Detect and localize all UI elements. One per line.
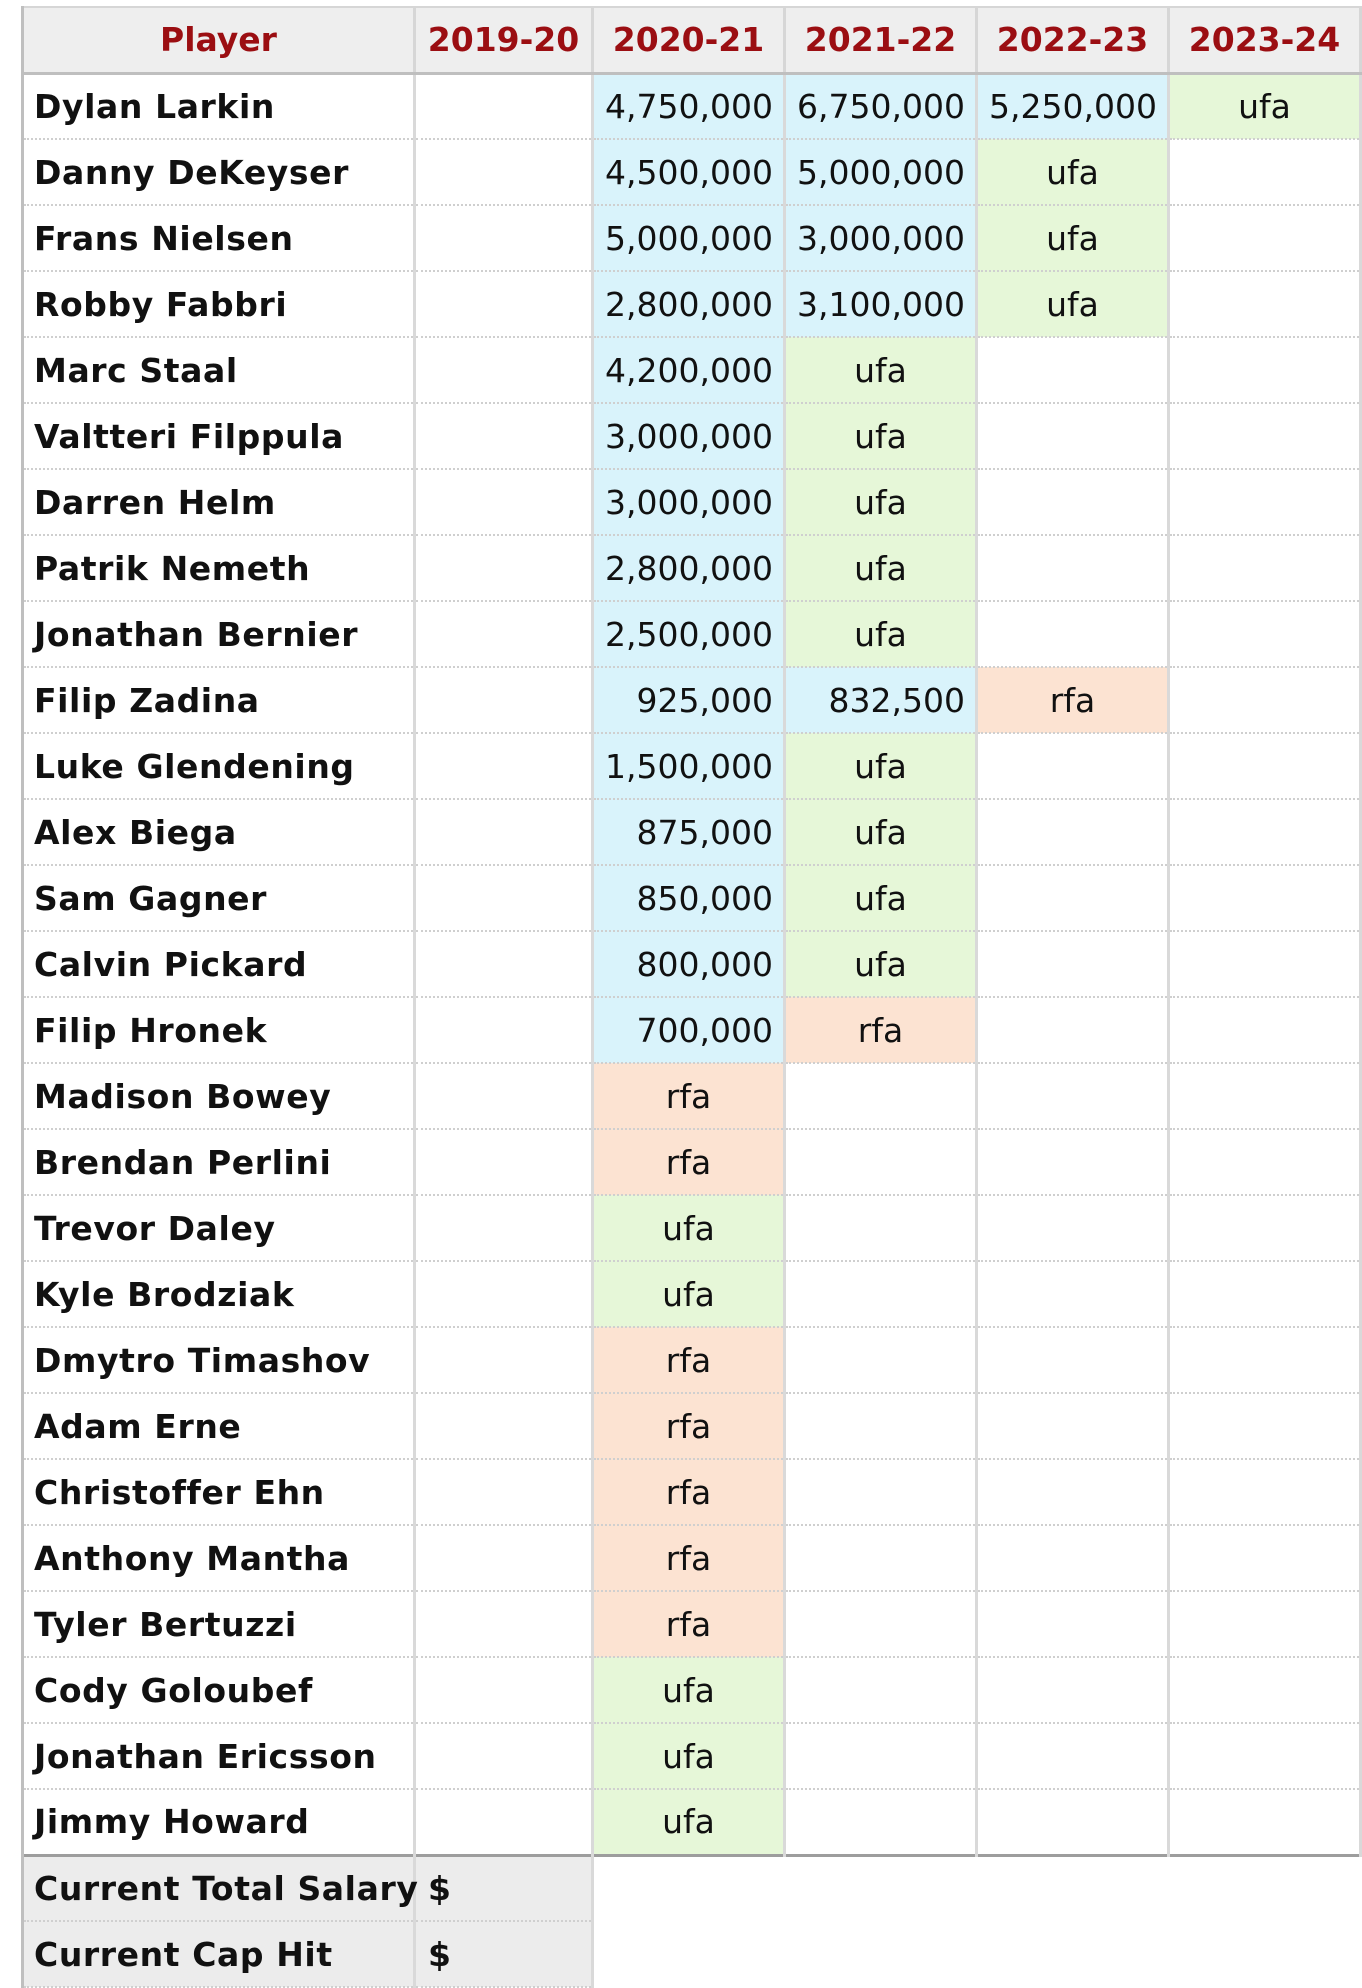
salary-cell-empty <box>1169 601 1361 667</box>
table-row <box>23 997 1361 1063</box>
player-name[interactable]: Frans Nielsen <box>23 205 415 271</box>
salary-cell-empty <box>977 1327 1169 1393</box>
ufa-cell: ufa <box>785 337 977 403</box>
ufa-cell: ufa <box>977 139 1169 205</box>
salary-cell-empty <box>977 733 1169 799</box>
salary-cell: 875,000 <box>593 799 785 865</box>
totals-blank <box>785 1921 977 1987</box>
totals-row <box>23 1855 1361 1921</box>
player-name[interactable]: Christoffer Ehn <box>23 1459 415 1525</box>
salary-table-scroll-area[interactable] <box>21 6 1341 1988</box>
salary-cell-empty <box>1169 469 1361 535</box>
salary-cell: 1,500,000 <box>593 733 785 799</box>
salary-cell: 925,000 <box>593 667 785 733</box>
ufa-cell: ufa <box>785 931 977 997</box>
salary-cell-empty <box>1169 205 1361 271</box>
table-row <box>23 1591 1361 1657</box>
salary-cell-empty <box>1169 733 1361 799</box>
salary-cell-empty <box>785 1525 977 1591</box>
ufa-cell: ufa <box>977 271 1169 337</box>
rfa-cell: rfa <box>593 1129 785 1195</box>
table-body <box>23 73 1361 1987</box>
table-row <box>23 337 1361 403</box>
table-row <box>23 1525 1361 1591</box>
table-row <box>23 139 1361 205</box>
salary-cell-empty <box>1169 1723 1361 1789</box>
salary-cell-empty <box>415 1591 593 1657</box>
salary-table <box>21 6 1362 1988</box>
table-row <box>23 1129 1361 1195</box>
totals-blank <box>1169 1855 1361 1921</box>
table-row <box>23 799 1361 865</box>
rfa-cell: rfa <box>977 667 1169 733</box>
salary-cell: 800,000 <box>593 931 785 997</box>
table-row <box>23 1063 1361 1129</box>
salary-cell: 6,750,000 <box>785 73 977 139</box>
salary-cell-empty <box>1169 667 1361 733</box>
salary-cell-empty <box>415 931 593 997</box>
rfa-cell: rfa <box>593 1591 785 1657</box>
player-name[interactable]: Trevor Daley <box>23 1195 415 1261</box>
totals-blank <box>977 1855 1169 1921</box>
ufa-cell: ufa <box>785 403 977 469</box>
table-row <box>23 1393 1361 1459</box>
salary-cell-empty <box>415 1327 593 1393</box>
salary-cell: 3,100,000 <box>785 271 977 337</box>
salary-cell: 2,800,000 <box>593 535 785 601</box>
salary-cell-empty <box>785 1129 977 1195</box>
salary-cell-empty <box>415 337 593 403</box>
rfa-cell: rfa <box>593 1327 785 1393</box>
totals-blank <box>1169 1921 1361 1987</box>
table-row <box>23 1195 1361 1261</box>
ufa-cell: ufa <box>1169 73 1361 139</box>
ufa-cell: ufa <box>785 601 977 667</box>
salary-cell-empty <box>415 1129 593 1195</box>
table-row <box>23 931 1361 997</box>
player-name[interactable]: Jimmy Howard <box>23 1789 415 1855</box>
salary-cell: 4,750,000 <box>593 73 785 139</box>
salary-cell-empty <box>415 1195 593 1261</box>
table-row <box>23 733 1361 799</box>
salary-cell-empty <box>977 1459 1169 1525</box>
player-name[interactable]: Jonathan Bernier <box>23 601 415 667</box>
column-header-2020-21[interactable]: 2020-21 <box>593 7 785 73</box>
totals-label: Current Total Salary <box>23 1855 415 1921</box>
salary-cell-empty <box>1169 535 1361 601</box>
rfa-cell: rfa <box>593 1063 785 1129</box>
salary-cell-empty <box>415 733 593 799</box>
salary-cell-empty <box>785 1393 977 1459</box>
salary-cell-empty <box>1169 865 1361 931</box>
player-name[interactable]: Kyle Brodziak <box>23 1261 415 1327</box>
salary-cell-empty <box>415 139 593 205</box>
salary-cell-empty <box>415 535 593 601</box>
rfa-cell: rfa <box>593 1393 785 1459</box>
column-header-2022-23[interactable]: 2022-23 <box>977 7 1169 73</box>
totals-value: $ <box>415 1921 593 1987</box>
salary-cell-empty <box>415 667 593 733</box>
salary-cell-empty <box>977 1063 1169 1129</box>
column-header-2021-22[interactable]: 2021-22 <box>785 7 977 73</box>
rfa-cell: rfa <box>785 997 977 1063</box>
totals-blank <box>593 1855 785 1921</box>
salary-cell-empty <box>415 1525 593 1591</box>
player-name[interactable]: Filip Zadina <box>23 667 415 733</box>
salary-cell-empty <box>785 1195 977 1261</box>
salary-cell-empty <box>1169 1525 1361 1591</box>
salary-cell-empty <box>415 799 593 865</box>
salary-cell-empty <box>977 997 1169 1063</box>
salary-cell-empty <box>1169 1789 1361 1855</box>
salary-cell-empty <box>415 997 593 1063</box>
totals-blank <box>785 1855 977 1921</box>
column-header-2023-24[interactable]: 2023-24 <box>1169 7 1361 73</box>
table-row <box>23 667 1361 733</box>
salary-cell-empty <box>1169 1063 1361 1129</box>
table-row <box>23 1327 1361 1393</box>
salary-cell: 5,250,000 <box>977 73 1169 139</box>
salary-cell-empty <box>1169 139 1361 205</box>
ufa-cell: ufa <box>593 1195 785 1261</box>
table-row <box>23 601 1361 667</box>
salary-cell-empty <box>1169 1591 1361 1657</box>
table-row <box>23 865 1361 931</box>
salary-cell-empty <box>977 1657 1169 1723</box>
table-row <box>23 469 1361 535</box>
salary-cell-empty <box>415 271 593 337</box>
table-row <box>23 403 1361 469</box>
ufa-cell: ufa <box>785 535 977 601</box>
ufa-cell: ufa <box>785 799 977 865</box>
salary-cell-empty <box>977 535 1169 601</box>
salary-cell: 3,000,000 <box>785 205 977 271</box>
salary-cell-empty <box>1169 1195 1361 1261</box>
salary-cell-empty <box>977 601 1169 667</box>
salary-cell-empty <box>415 1261 593 1327</box>
salary-cell-empty <box>1169 997 1361 1063</box>
salary-cell-empty <box>977 1129 1169 1195</box>
player-name[interactable]: Sam Gagner <box>23 865 415 931</box>
salary-cell: 5,000,000 <box>785 139 977 205</box>
player-name[interactable]: Cody Goloubef <box>23 1657 415 1723</box>
salary-cell: 4,500,000 <box>593 139 785 205</box>
salary-cell-empty <box>415 1459 593 1525</box>
player-name[interactable]: Tyler Bertuzzi <box>23 1591 415 1657</box>
salary-cell-empty <box>977 799 1169 865</box>
salary-cell: 700,000 <box>593 997 785 1063</box>
table-row <box>23 1657 1361 1723</box>
player-name[interactable]: Brendan Perlini <box>23 1129 415 1195</box>
player-name[interactable]: Filip Hronek <box>23 997 415 1063</box>
player-name[interactable]: Luke Glendening <box>23 733 415 799</box>
ufa-cell: ufa <box>977 205 1169 271</box>
player-name[interactable]: Calvin Pickard <box>23 931 415 997</box>
player-name[interactable]: Anthony Mantha <box>23 1525 415 1591</box>
totals-row <box>23 1921 1361 1987</box>
salary-cell-empty <box>977 1261 1169 1327</box>
salary-cell: 2,500,000 <box>593 601 785 667</box>
header-row <box>23 7 1361 73</box>
salary-cell-empty <box>977 1591 1169 1657</box>
totals-label: Current Cap Hit <box>23 1921 415 1987</box>
salary-cell-empty <box>785 1063 977 1129</box>
player-name[interactable]: Darren Helm <box>23 469 415 535</box>
player-name[interactable]: Jonathan Ericsson <box>23 1723 415 1789</box>
player-name[interactable]: Dmytro Timashov <box>23 1327 415 1393</box>
salary-cell-empty <box>977 1789 1169 1855</box>
table-row <box>23 1723 1361 1789</box>
salary-cell-empty <box>977 403 1169 469</box>
totals-blank <box>593 1921 785 1987</box>
ufa-cell: ufa <box>785 733 977 799</box>
table-row <box>23 1261 1361 1327</box>
salary-cell-empty <box>1169 1261 1361 1327</box>
salary-cell-empty <box>415 73 593 139</box>
salary-cell-empty <box>785 1723 977 1789</box>
salary-cell-empty <box>785 1591 977 1657</box>
player-name[interactable]: Marc Staal <box>23 337 415 403</box>
player-name[interactable]: Dylan Larkin <box>23 73 415 139</box>
player-name[interactable]: Valtteri Filppula <box>23 403 415 469</box>
salary-cell: 832,500 <box>785 667 977 733</box>
rfa-cell: rfa <box>593 1459 785 1525</box>
table-row <box>23 535 1361 601</box>
column-header-2019-20[interactable]: 2019-20 <box>415 7 593 73</box>
salary-cell-empty <box>785 1789 977 1855</box>
salary-cell: 3,000,000 <box>593 469 785 535</box>
salary-cell-empty <box>977 1393 1169 1459</box>
salary-cell-empty <box>977 1525 1169 1591</box>
salary-cell-empty <box>415 205 593 271</box>
salary-cell: 3,000,000 <box>593 403 785 469</box>
salary-cell-empty <box>977 1195 1169 1261</box>
ufa-cell: ufa <box>593 1261 785 1327</box>
player-name[interactable]: Madison Bowey <box>23 1063 415 1129</box>
table-row <box>23 205 1361 271</box>
salary-cell: 5,000,000 <box>593 205 785 271</box>
salary-cell-empty <box>1169 1129 1361 1195</box>
ufa-cell: ufa <box>785 469 977 535</box>
table-row <box>23 271 1361 337</box>
ufa-cell: ufa <box>593 1789 785 1855</box>
player-name[interactable]: Robby Fabbri <box>23 271 415 337</box>
salary-cell-empty <box>1169 271 1361 337</box>
salary-cell-empty <box>977 865 1169 931</box>
ufa-cell: ufa <box>785 865 977 931</box>
salary-cell-empty <box>977 337 1169 403</box>
salary-cell-empty <box>1169 1393 1361 1459</box>
rfa-cell: rfa <box>593 1525 785 1591</box>
salary-cell-empty <box>1169 799 1361 865</box>
salary-cell-empty <box>1169 403 1361 469</box>
salary-cell-empty <box>977 1723 1169 1789</box>
salary-cell-empty <box>415 865 593 931</box>
salary-cell-empty <box>415 403 593 469</box>
salary-cell-empty <box>785 1327 977 1393</box>
salary-cell-empty <box>977 469 1169 535</box>
totals-value: $ <box>415 1855 593 1921</box>
table-row <box>23 73 1361 139</box>
player-name[interactable]: Alex Biega <box>23 799 415 865</box>
table-row <box>23 1459 1361 1525</box>
player-name[interactable]: Patrik Nemeth <box>23 535 415 601</box>
salary-cell-empty <box>1169 931 1361 997</box>
salary-cell: 850,000 <box>593 865 785 931</box>
salary-cell-empty <box>1169 1657 1361 1723</box>
salary-cell-empty <box>415 1063 593 1129</box>
salary-cell: 2,800,000 <box>593 271 785 337</box>
column-header-player[interactable]: Player <box>23 7 415 73</box>
salary-cell-empty <box>415 1657 593 1723</box>
salary-cell-empty <box>1169 1327 1361 1393</box>
salary-cell-empty <box>785 1459 977 1525</box>
ufa-cell: ufa <box>593 1657 785 1723</box>
salary-cell-empty <box>415 1723 593 1789</box>
salary-cell-empty <box>1169 337 1361 403</box>
salary-cell-empty <box>785 1657 977 1723</box>
salary-cell-empty <box>415 1393 593 1459</box>
salary-cell-empty <box>785 1261 977 1327</box>
player-name[interactable]: Adam Erne <box>23 1393 415 1459</box>
salary-cell-empty <box>415 601 593 667</box>
ufa-cell: ufa <box>593 1723 785 1789</box>
salary-cell-empty <box>1169 1459 1361 1525</box>
salary-cell-empty <box>415 469 593 535</box>
player-name[interactable]: Danny DeKeyser <box>23 139 415 205</box>
salary-cell: 4,200,000 <box>593 337 785 403</box>
table-row <box>23 1789 1361 1855</box>
salary-cell-empty <box>977 931 1169 997</box>
totals-blank <box>977 1921 1169 1987</box>
salary-cell-empty <box>415 1789 593 1855</box>
